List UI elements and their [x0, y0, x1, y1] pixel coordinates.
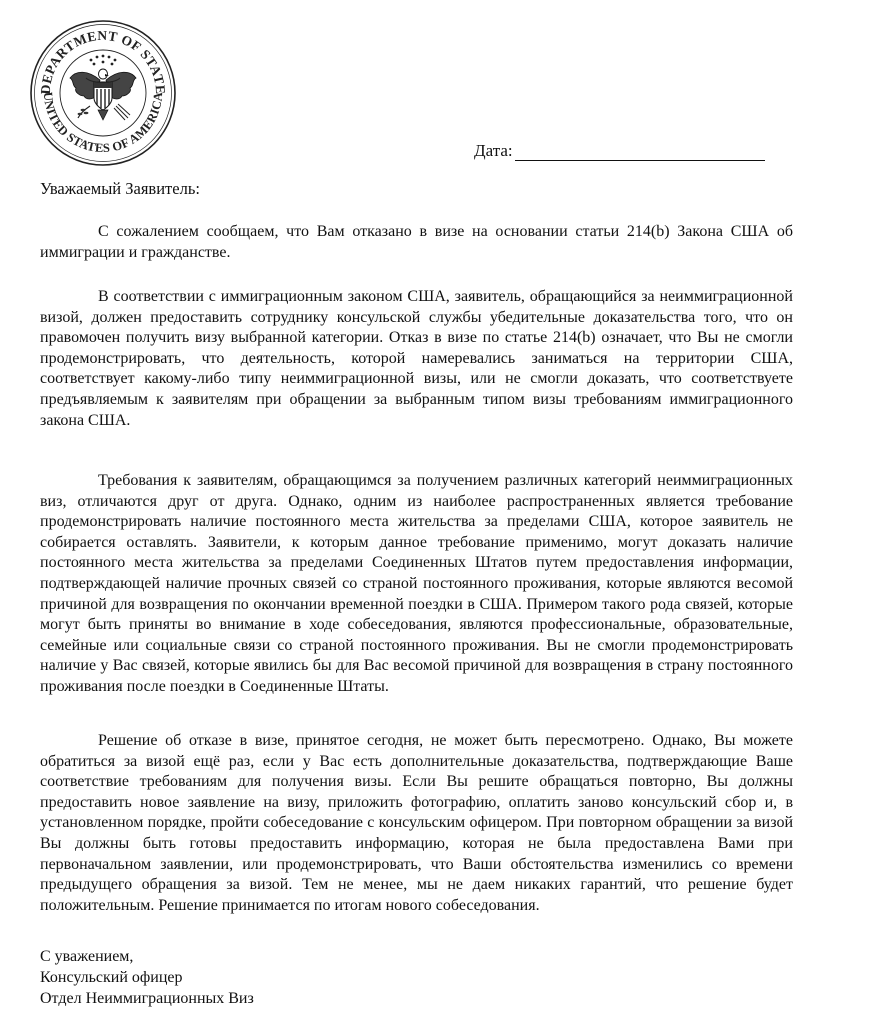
closing-regards: С уважением,: [40, 948, 134, 965]
date-blank-line: [515, 144, 765, 161]
paragraph-refusal-notice: С сожалением сообщаем, что Вам отказано в визе на основании статьи 214(b) Закона США об иммиграции и гражданстве.: [40, 223, 793, 261]
svg-text:DEPARTMENT OF STATE: DEPARTMENT OF STATE: [37, 27, 169, 95]
paragraph-requirements: Требования к заявителям, обращающимся за получением различных категорий неиммиграционных виз, отличаются друг от друга. Однако, одним из наиболее распространенных является требование продемонстрировать наличие постоянного места жительства за пределами США, которое заявитель не собирается оставлять. Заявители, к которым данное требование применимо, могут доказать наличие постоянного места жительства за пределами Соединенных Штатов путем предоставления информации, подтверждающей наличие прочных связей со страной постоянного проживания, которые являются весомой причиной для возвращения по окончании временной поездки в США. Примером такого рода связей, которые могут быть приняты во внимание в ходе собеседования, являются профессиональные, образовательные, семейные или социальные связи со страной постоянного проживания. Вы не смогли продемонстрировать наличие у Вас связей, которые явились бы для Вас весомой причиной для возвращения в страну постоянного проживания после поездки в Соединенные Штаты.: [40, 472, 793, 695]
salutation: Уважаемый Заявитель:: [40, 179, 200, 198]
date-field: [474, 141, 765, 161]
svg-text:UNITED STATES OF AMERICA: UNITED STATES OF AMERICA: [40, 91, 166, 156]
closing-signature-block: [40, 946, 254, 1009]
paragraph-law-explanation: В соответствии с иммиграционным законом США, заявитель, обращающийся за неиммиграционной визой, должен предоставить сотруднику консульской службы убедительные доказательства того, что он правомочен получить визу выбранной категории. Отказ в визе по статье 214(b) означает, что Вы не смогли продемонстрировать, что деятельность, которой намеревались заниматься на территории США, соответствует какому-либо типу неиммиграционной визы, или не смогли доказать, что соответствуете предъявляемым к заявителям при обращении за выбранным типом визы требованиям иммиграционного закона США.: [40, 288, 793, 429]
paragraph-reapplication: Решение об отказе в визе, принятое сегодня, не может быть пересмотрено. Однако, Вы можете обратиться за визой ещё раз, если у Вас есть дополнительные доказательства, подтверждающие Ваше соответствие требованиям для получения визы. Если Вы решите обращаться повторно, Вы должны предоставить новое заявление на визу, приложить фотографию, оплатить заново консульский сбор и, в установленном порядке, пройти собеседование с консульским офицером. При повторном обращении за визой Вы должны быть готовы предоставить информацию, которая не была предоставлена Вами при первоначальном заявлении, или продемонстрировать, что Ваши обстоятельства изменились со времени предыдущего обращения за визой. Тем не менее, мы не даем никаких гарантий, что решение будет положительным. Решение принимается по итогам нового собеседования.: [40, 732, 793, 914]
date-label: Дата:: [474, 141, 513, 160]
closing-department: Отдел Неиммиграционных Виз: [40, 990, 254, 1007]
closing-officer-title: Консульский офицер: [40, 969, 183, 986]
department-of-state-seal: [28, 18, 178, 168]
